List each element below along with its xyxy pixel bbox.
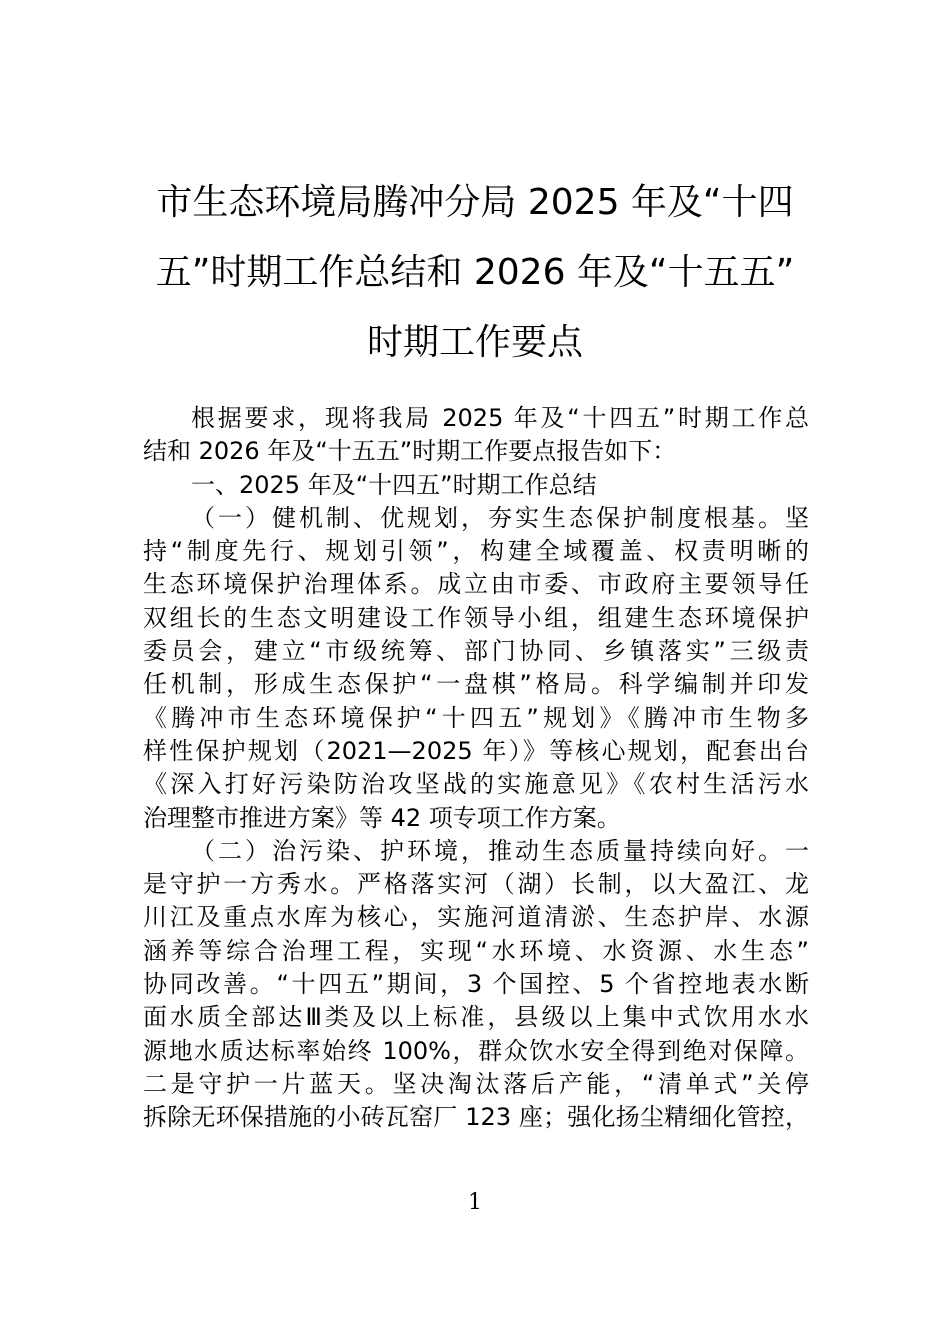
body-line: 协同改善。“十四五”期间，3 个国控、5 个省控地表水断 [143, 970, 809, 999]
body-line: 《深入打好污染防治攻坚战的实施意见》《农村生活污水 [143, 770, 809, 799]
body-line: 二是守护一片蓝天。坚决淘汰落后产能，“清单式”关停 [143, 1069, 809, 1098]
body-line: 《腾冲市生态环境保护“十四五”规划》《腾冲市生物多 [143, 703, 809, 732]
body-line: 任机制，形成生态保护“一盘棋”格局。科学编制并印发 [143, 670, 809, 699]
body-line: 拆除无环保措施的小砖瓦窑厂 123 座；强化扬尘精细化管控， [143, 1103, 809, 1132]
body-line: 治理整市推进方案》等 42 项专项工作方案。 [143, 803, 621, 832]
document-body [143, 402, 809, 1135]
body-line: 源地水质达标率始终 100%，群众饮水安全得到绝对保障。 [143, 1036, 809, 1065]
body-line: 根据要求，现将我局 2025 年及“十四五”时期工作总 [191, 404, 809, 432]
section-heading: 一、2025 年及“十四五”时期工作总结 [191, 470, 597, 499]
body-line: 是守护一方秀水。严格落实河（湖）长制，以大盈江、龙 [143, 870, 809, 899]
body-line: 面水质全部达Ⅲ类及以上标准，县级以上集中式饮用水水 [143, 1003, 809, 1032]
body-line: 结和 2026 年及“十五五”时期工作要点报告如下： [143, 437, 677, 466]
body-line: （二）治污染、护环境，推动生态质量持续向好。一 [191, 836, 809, 865]
page-number: 1 [468, 1190, 482, 1215]
body-line: 生态环境保护治理体系。成立由市委、市政府主要领导任 [143, 570, 809, 599]
body-line: 涵养等综合治理工程，实现“水环境、水资源、水生态” [143, 936, 809, 965]
body-line: 委员会，建立“市级统筹、部门协同、乡镇落实”三级责 [143, 637, 809, 666]
title-line: 五”时期工作总结和 2026 年及“十五五” [155, 252, 795, 293]
body-line: （一）健机制、优规划，夯实生态保护制度根基。坚 [191, 503, 809, 532]
title-line: 时期工作要点 [366, 322, 583, 363]
body-line: 样性保护规划（2021—2025 年）》等核心规划，配套出台 [143, 736, 809, 765]
body-line: 双组长的生态文明建设工作领导小组，组建生态环境保护 [143, 603, 809, 632]
body-line: 持“制度先行、规划引领”，构建全域覆盖、权责明晰的 [143, 537, 809, 566]
document-title [140, 168, 810, 378]
body-line: 川江及重点水库为核心，实施河道清淤、生态护岸、水源 [143, 903, 809, 932]
title-line: 市生态环境局腾冲分局 2025 年及“十四 [156, 182, 794, 223]
